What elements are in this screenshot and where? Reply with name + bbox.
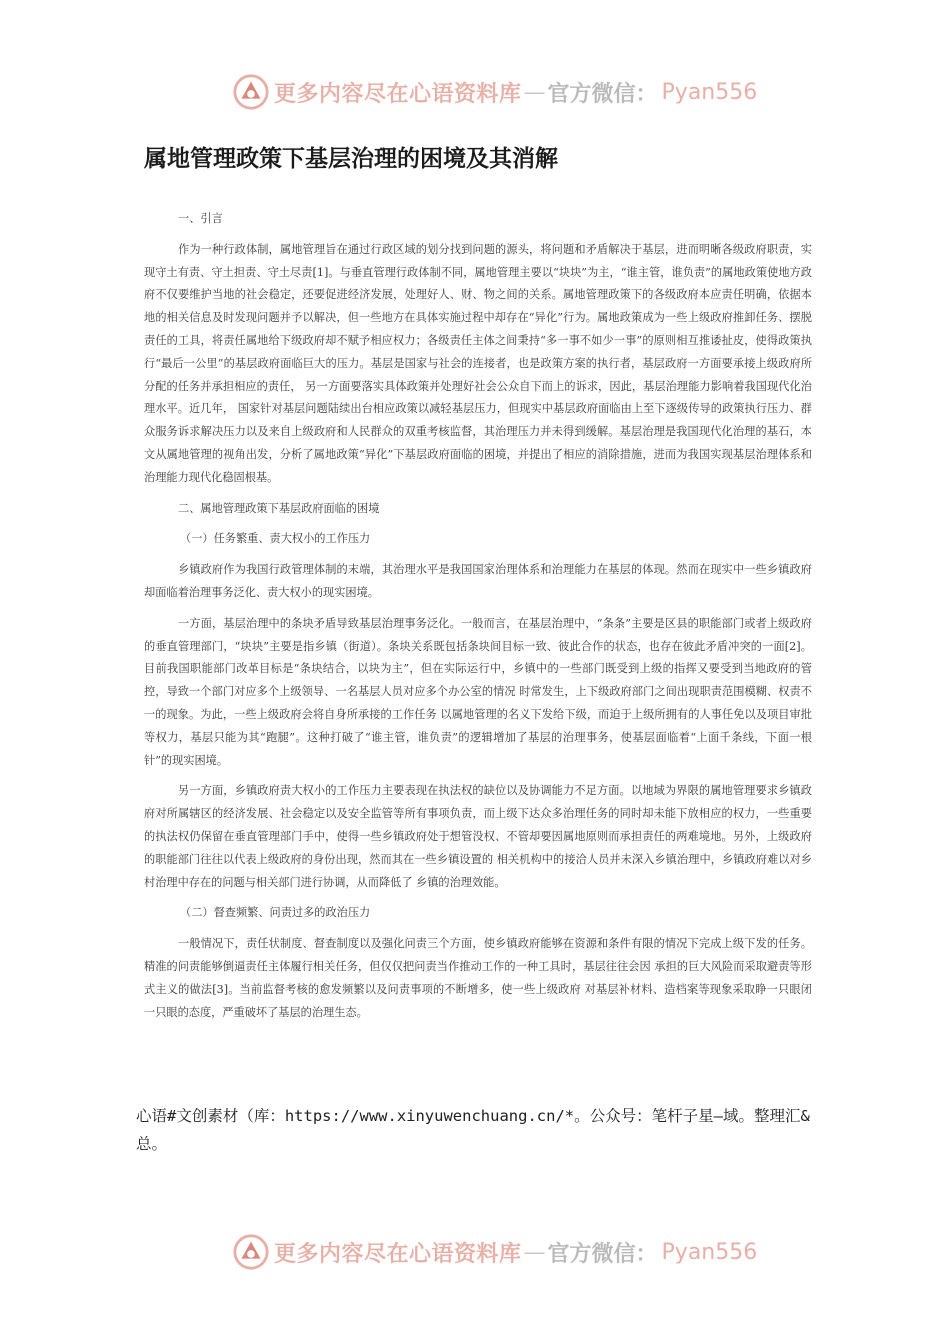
paragraph-intro: 作为一种行政体制，属地管理旨在通过行政区域的划分找到问题的源头，将问题和矛盾解决于基层，进而明晰各级政府职责，实现守土有责、守土担责、守土尽责[1]。与垂直管理行政体制不同，属地管理主要以“块块”为主，“谁主管，谁负责”的属地政策使地方政府不仅要维护当地的社会稳定，还要促进经济发展，处理好人、财、物之间的关系。属地管理政策下的各级政府本应责任明确，依据本地的相关信息及时发现问题并予以解决，但一些地方在具体实施过程中却存在“异化”行为。属地政策成为一些上级政府推卸任务、摆脱责任的工具，将责任属地给下级政府却不赋予相应权力；各级责任主体之间秉持“多一事不如少一事”的原则相互推诿扯皮，使得政策执行“最后一公里”的基层政府面临巨大的压力。基层是国家与社会的连接者，也是政策方案的执行者，基层政府一方面要承接上级政府所分配的任务并承担相应的责任， 另一方面要落实具体政策并处理好社会公众自下而上的诉求，因此，基层治理能力影响着我国现代化治理水平。近几年， 国家针对基层问题陆续出台相应政策以减轻基层压力，但现实中基层政府面临由上至下逐级传导的政策执行压力、群众服务诉求解决压力以及来自上级政府和人民群众的双重考核监督，其治理压力并未得到缓解。基层治理是我国现代化治理的基石，本文从属地管理的视角出发，分析了属地政策“异化”下基层政府面临的困境，并提出了相应的消除措施，进而为我国实现基层治理体系和治理能力现代化稳固根基。 bbox=[144, 242, 812, 484]
subsection-heading-supervision: （二）督查频繁、问责过多的政治压力 bbox=[180, 906, 371, 920]
brand-logo-icon bbox=[232, 1233, 270, 1271]
section-heading-intro: 一、引言 bbox=[178, 212, 223, 225]
paragraph-workload-intro: 乡镇政府作为我国行政管理体制的末端，其治理水平是我国国家治理体系和治理能力在基层的体现。然而在现实中一些乡镇政府却面临着治理事务泛化、责大权小的现实困境。 bbox=[144, 563, 812, 599]
paragraph-workload-power: 另一方面，乡镇政府责大权小的工作压力主要表现在执法权的缺位以及协调能力不足方面。以地域为界限的属地管理要求乡镇政府对所属辖区的经济发展、社会稳定以及安全监管等所有事项负责，而上级下达众多治理任务的同时却未能下放相应的权力，一些重要的执法权仍保留在垂直管理部门手中，使得一些乡镇政府处于想管没权、不管却要因属地原则而承担责任的两难境地。另外，上级政府的职能部门往往以代表上级政府的身份出现，然而其在一些乡镇设置的 相关机构中的接洽人员并未深入乡镇治理中，乡镇政府难以对乡村治理中存在的问题与相关部门进行协调，从而降低了 乡镇的治理效能。 bbox=[144, 784, 812, 889]
banner-wechat-id: Pyan556 bbox=[661, 1239, 758, 1265]
banner-text: 更多内容尽在心语资料库 bbox=[274, 1240, 522, 1267]
document-title: 属地管理政策下基层治理的困境及其消解 bbox=[144, 146, 558, 172]
footer-source-note: 心语#文创素材（库：https://www.xinyuwenchuang.cn/*。公众号：笔杆子星—域。整理汇&总。 bbox=[136, 1107, 810, 1153]
subsection-heading-workload: （一）任务繁重、责大权小的工作压力 bbox=[180, 532, 371, 546]
banner-wechat-label: 官方微信： bbox=[547, 80, 658, 107]
watermark-banner-bottom bbox=[232, 1232, 757, 1272]
paragraph-workload-tiao-kuai: 一方面，基层治理中的条块矛盾导致基层治理事务泛化。一般而言，在基层治理中，“条条”主要是区县的职能部门或者上级政府的垂直管理部门，“块块”主要是指乡镇（街道）。条块关系既包括条块间目标一致、彼此合作的状态，也存在彼此矛盾冲突的一面[2]。目前我国职能部门改革目标是“条块结合，以块为主”，但在实际运行中，乡镇中的一些部门既受到上级的指挥又要受到当地政府的管控，导致一个部门对应多个上级领导、一名基层人员对应多个办公室的情况 时常发生，上下级政府部门之间出现职责范围模糊、权责不一的现象。为此，一些上级政府会将自身所承接的工作任务 以属地管理的名义下发给下级，而迫于上级所拥有的人事任免以及项目审批等权力，基层只能为其“跑腿”。这种打破了“谁主管，谁负责”的逻辑增加了基层的治理事务，使基层面临着“上面千条线，下面一根针”的现实困境。 bbox=[144, 616, 812, 767]
watermark-banner-top bbox=[232, 72, 757, 112]
document-body bbox=[144, 208, 812, 1032]
brand-logo-icon bbox=[232, 73, 270, 111]
banner-separator: — bbox=[523, 1239, 546, 1265]
paragraph-supervision: 一般情况下，责任状制度、督查制度以及强化问责三个方面，使乡镇政府能够在资源和条件有限的情况下完成上级下发的任务。精准的问责能够倒逼责任主体履行相关任务，但仅仅把问责当作推动工作的一种工具时，基层往往会因 承担的巨大风险而采取避责等形式主义的做法[3]。当前监督考核的愈发频繁以及问责事项的不断增多，使一些上级政府 对基层补材料、造档案等现象采取睁一只眼闭一只眼的态度，严重破坏了基层的治理生态。 bbox=[144, 937, 812, 1019]
banner-wechat-id: Pyan556 bbox=[661, 79, 758, 105]
banner-separator: — bbox=[523, 79, 546, 105]
banner-text: 更多内容尽在心语资料库 bbox=[274, 80, 522, 107]
section-heading-dilemmas: 二、属地管理政策下基层政府面临的困境 bbox=[178, 501, 380, 515]
banner-wechat-label: 官方微信： bbox=[547, 1240, 658, 1267]
